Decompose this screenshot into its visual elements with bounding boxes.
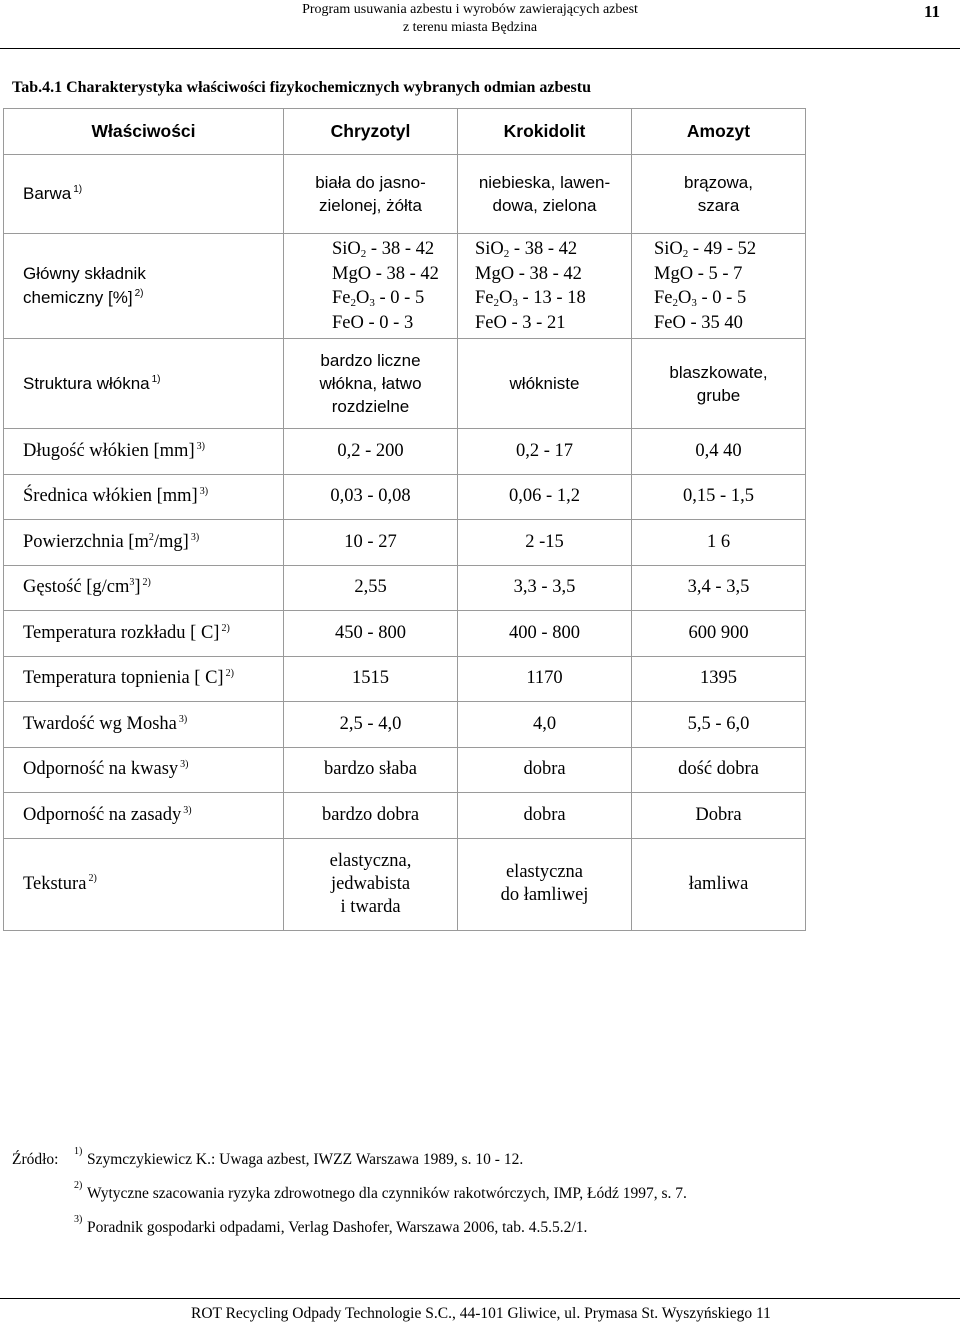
col-header-amozyt: Amozyt <box>632 109 806 155</box>
row-label: Główny składnik chemiczny [%] $^{2)}$ <box>4 234 284 339</box>
cell-amozyt: 3,4 - 3,5 <box>632 565 806 611</box>
footer-text: ROT Recycling Odpady Technologie S.C., 44-101 Gliwice, ul. Prymasa St. Wyszyńskiego 11 <box>191 1305 771 1322</box>
cell-amozyt: blaszkowate, grube <box>632 339 806 429</box>
sources-intro: Źródło: <box>12 1151 59 1168</box>
table-row-density <box>4 565 806 611</box>
table-row-mohs-hardness <box>4 702 806 748</box>
col-header-krokidolit: Krokidolit <box>458 109 632 155</box>
cell-krokidolit: dobra <box>458 747 632 793</box>
source-number: 3) <box>74 1214 83 1225</box>
cell-chryzotyl: 1515 <box>284 656 458 702</box>
row-label: Średnica włókien [mm] $^{3)}$ <box>4 474 284 520</box>
cell-amozyt: 0,15 - 1,5 <box>632 474 806 520</box>
cell-chryzotyl: 0,03 - 0,08 <box>284 474 458 520</box>
cell-chryzotyl: biała do jasno- zielonej, żółta <box>284 155 458 234</box>
page-header <box>0 0 960 49</box>
cell-krokidolit: 4,0 <box>458 702 632 748</box>
cell-krokidolit: 400 - 800 <box>458 611 632 657</box>
cell-chryzotyl: elastyczna, jedwabista i twarda <box>284 838 458 930</box>
table-row-fiber-length <box>4 429 806 475</box>
header-title-line1: Program usuwania azbestu i wyrobów zawierających azbest <box>302 2 638 17</box>
cell-amozyt: 0,4 40 <box>632 429 806 475</box>
cell-krokidolit: dobra <box>458 793 632 839</box>
row-label: Temperatura topnienia [ C] $^{2)}$ <box>4 656 284 702</box>
row-label: Struktura włókna $^{1)}$ <box>4 339 284 429</box>
cell-krokidolit: 0,2 - 17 <box>458 429 632 475</box>
table-row-alkali-resistance <box>4 793 806 839</box>
table-row-fiber-diameter <box>4 474 806 520</box>
table-row-texture <box>4 838 806 930</box>
cell-chryzotyl: SiO$_2$ - 38 - 42 MgO - 38 - 42 $Fe_2O_3 - 0 - 5$ FeO - 0 - 3 <box>284 234 458 339</box>
cell-chryzotyl: bardzo słaba <box>284 747 458 793</box>
table-row-color <box>4 155 806 234</box>
header-title-line2: z terenu miasta Będzina <box>402 20 538 35</box>
source-text: Poradnik gospodarki odpadami, Verlag Dashofer, Warszawa 2006, tab. 4.5.5.2/1. <box>87 1219 588 1236</box>
cell-amozyt: 1 6 <box>632 520 806 566</box>
page-number: 11 <box>924 2 941 21</box>
cell-amozyt: 5,5 - 6,0 <box>632 702 806 748</box>
asbestos-properties-table <box>3 108 806 931</box>
table-row-fiber-structure <box>4 339 806 429</box>
cell-amozyt: 600 900 <box>632 611 806 657</box>
row-label: Tekstura $^{2)}$ <box>4 838 284 930</box>
cell-krokidolit: niebieska, lawen- dowa, zielona <box>458 155 632 234</box>
page-footer <box>0 1298 960 1322</box>
table-row-surface-area <box>4 520 806 566</box>
cell-amozyt: brązowa, szara <box>632 155 806 234</box>
row-label: Temperatura rozkładu [ C] $^{2)}$ <box>4 611 284 657</box>
cell-krokidolit: SiO$_2$ - 38 - 42 MgO - 38 - 42 $Fe_2O_3 - 13 - 18$ FeO - 3 - 21 <box>458 234 632 339</box>
table-row-melting-temperature <box>4 656 806 702</box>
row-label: Gęstość $[g/cm^3]$ $^{2)}$ <box>4 565 284 611</box>
cell-krokidolit: 0,06 - 1,2 <box>458 474 632 520</box>
cell-amozyt: dość dobra <box>632 747 806 793</box>
cell-amozyt: łamliwa <box>632 838 806 930</box>
cell-chryzotyl: 2,5 - 4,0 <box>284 702 458 748</box>
cell-krokidolit: włókniste <box>458 339 632 429</box>
table-caption: Tab.4.1 Charakterystyka właściwości fizykochemicznych wybranych odmian azbestu <box>12 79 591 96</box>
cell-amozyt: 1395 <box>632 656 806 702</box>
header-title <box>250 1 690 37</box>
row-label: Powierzchnia $[m^2/mg]$ $^{3)}$ <box>4 520 284 566</box>
row-label: Twardość wg Mosha $^{3)}$ <box>4 702 284 748</box>
cell-chryzotyl: bardzo liczne włókna, łatwo rozdzielne <box>284 339 458 429</box>
cell-krokidolit: 2 -15 <box>458 520 632 566</box>
table-row-chemical <box>4 234 806 339</box>
cell-krokidolit: elastyczna do łamliwej <box>458 838 632 930</box>
cell-chryzotyl: 0,2 - 200 <box>284 429 458 475</box>
table-row-acid-resistance <box>4 747 806 793</box>
source-text: Wytyczne szacowania ryzyka zdrowotnego dla czynników rakotwórczych, IMP, Łódź 1997, s. 7. <box>87 1185 687 1202</box>
cell-krokidolit: 3,3 - 3,5 <box>458 565 632 611</box>
cell-chryzotyl: bardzo dobra <box>284 793 458 839</box>
source-number: 2) <box>74 1180 83 1191</box>
row-label: Barwa $^{1)}$ <box>4 155 284 234</box>
row-label: Odporność na zasady $^{3)}$ <box>4 793 284 839</box>
table-row-decomposition-temperature <box>4 611 806 657</box>
col-header-properties: Właściwości <box>4 109 284 155</box>
cell-chryzotyl: 10 - 27 <box>284 520 458 566</box>
cell-krokidolit: 1170 <box>458 656 632 702</box>
row-label: Długość włókien [mm] $^{3)}$ <box>4 429 284 475</box>
col-header-chryzotyl: Chryzotyl <box>284 109 458 155</box>
table-header-row <box>4 109 806 155</box>
cell-amozyt: Dobra <box>632 793 806 839</box>
source-number: 1) <box>74 1146 83 1157</box>
row-label: Odporność na kwasy $^{3)}$ <box>4 747 284 793</box>
source-text: Szymczykiewicz K.: Uwaga azbest, IWZZ Warszawa 1989, s. 10 - 12. <box>87 1151 524 1168</box>
cell-chryzotyl: 2,55 <box>284 565 458 611</box>
cell-amozyt: SiO$_2$ - 49 - 52 MgO - 5 - 7 $Fe_2O_3 - 0 - 5$ FeO - 35 40 <box>632 234 806 339</box>
cell-chryzotyl: 450 - 800 <box>284 611 458 657</box>
